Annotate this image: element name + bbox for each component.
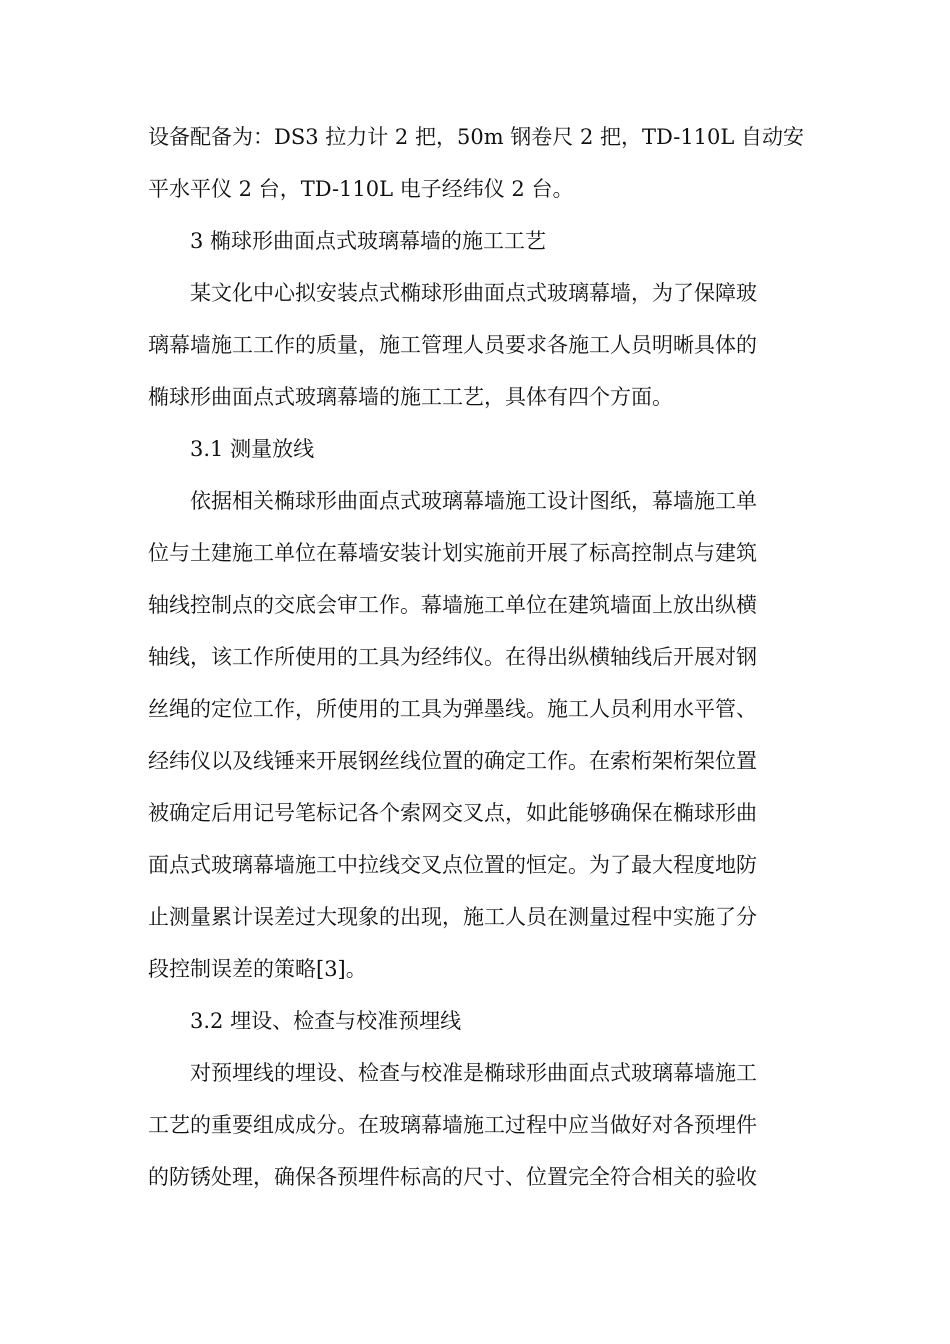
paragraph-line: 位与土建施工单位在幕墙安装计划实施前开展了标高控制点与建筑 [148, 541, 757, 565]
paragraph-line: 丝绳的定位工作，所使用的工具为弹墨线。施工人员利用水平管、 [148, 697, 757, 721]
paragraph-line: 璃幕墙施工工作的质量，施工管理人员要求各施工人员明晰具体的 [148, 333, 757, 357]
paragraph-line: 对预埋线的埋设、检查与校准是椭球形曲面点式玻璃幕墙施工 [190, 1061, 757, 1085]
paragraph-line: 的防锈处理，确保各预埋件标高的尺寸、位置完全符合相关的验收 [148, 1165, 757, 1189]
paragraph-line: 平水平仪 2 台，TD-110L 电子经纬仪 2 台。 [148, 177, 574, 201]
subsection-heading: 3.1 测量放线 [190, 437, 315, 461]
paragraph-line: 轴线控制点的交底会审工作。幕墙施工单位在建筑墙面上放出纵横 [148, 593, 757, 617]
subsection-heading: 3.2 埋设、检查与校准预埋线 [190, 1009, 462, 1033]
paragraph-line: 轴线，该工作所使用的工具为经纬仪。在得出纵横轴线后开展对钢 [148, 645, 757, 669]
paragraph-line: 设备配备为：DS3 拉力计 2 把，50m 钢卷尺 2 把，TD-110L 自动安 [148, 125, 805, 149]
section-heading: 3 椭球形曲面点式玻璃幕墙的施工工艺 [190, 229, 547, 253]
paragraph-line: 依据相关椭球形曲面点式玻璃幕墙施工设计图纸，幕墙施工单 [190, 489, 757, 513]
paragraph-line: 某文化中心拟安装点式椭球形曲面点式玻璃幕墙，为了保障玻 [190, 281, 757, 305]
paragraph-line: 工艺的重要组成成分。在玻璃幕墙施工过程中应当做好对各预埋件 [148, 1113, 757, 1137]
paragraph-line: 止测量累计误差过大现象的出现，施工人员在测量过程中实施了分 [148, 905, 757, 929]
paragraph-line: 面点式玻璃幕墙施工中拉线交叉点位置的恒定。为了最大程度地防 [148, 853, 757, 877]
paragraph-line: 被确定后用记号笔标记各个索网交叉点，如此能够确保在椭球形曲 [148, 801, 757, 825]
paragraph-line: 经纬仪以及线锤来开展钢丝线位置的确定工作。在索桁架桁架位置 [148, 749, 757, 773]
paragraph-line: 椭球形曲面点式玻璃幕墙的施工工艺，具体有四个方面。 [148, 385, 673, 409]
paragraph-line: 段控制误差的策略[3]。 [148, 957, 367, 981]
